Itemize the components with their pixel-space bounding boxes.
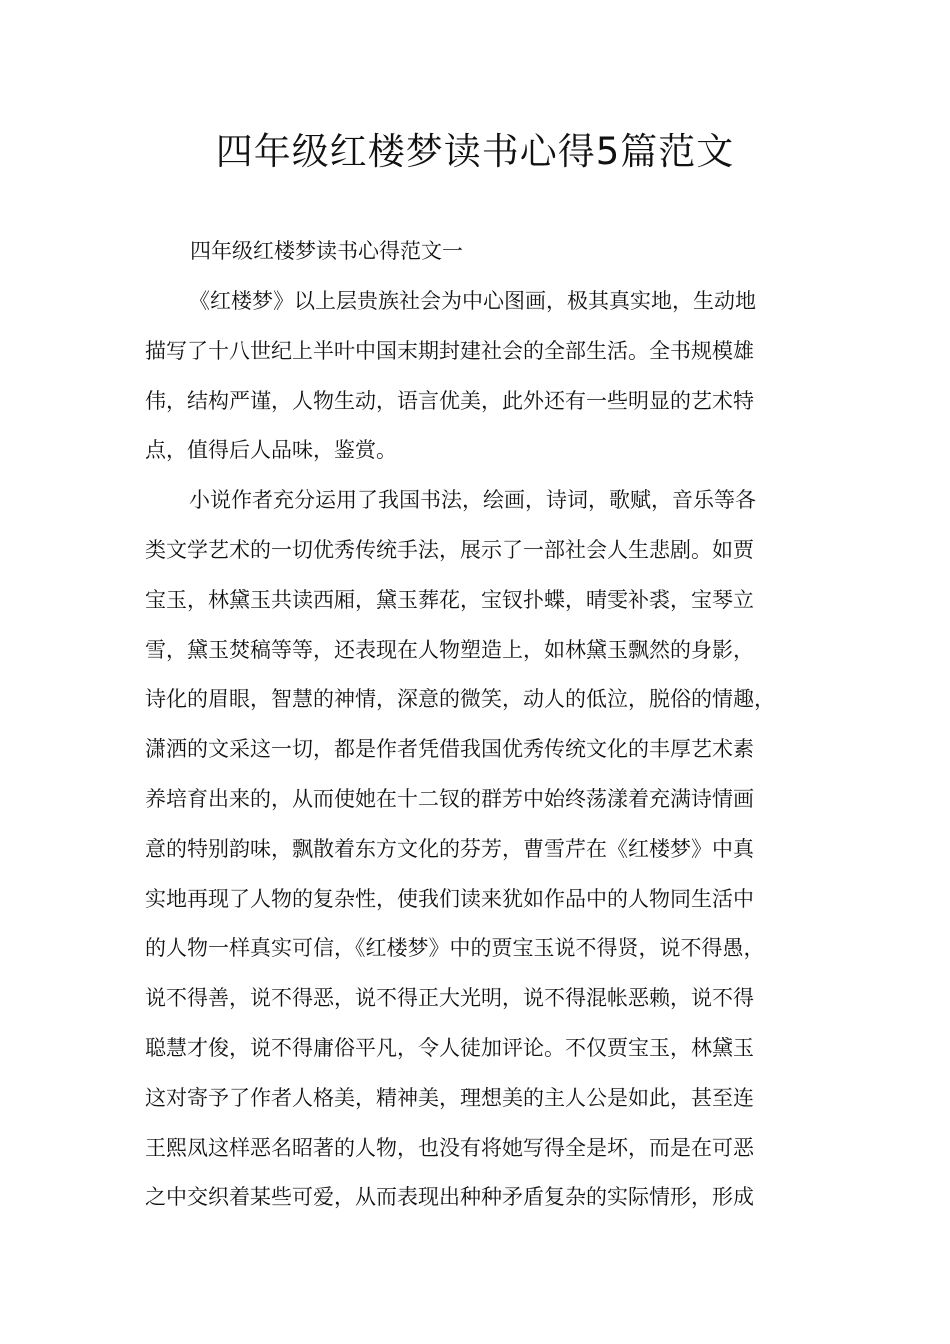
body-line: 类文学艺术的一切优秀传统手法，展示了一部社会人生悲剧。如贾: [145, 537, 754, 562]
body-line: 聪慧才俊，说不得庸俗平凡，令人徒加评论。不仅贾宝玉，林黛玉: [145, 1035, 754, 1060]
body-line: 伟，结构严谨，人物生动，语言优美，此外还有一些明显的艺术特: [145, 388, 754, 413]
body-line: 诗化的眉眼，智慧的神情，深意的微笑，动人的低泣，脱俗的情趣，: [145, 687, 775, 712]
body-line: 意的特别韵味，飘散着东方文化的芬芳，曹雪芹在《红楼梦》中真: [145, 836, 754, 861]
body-line: 之中交织着某些可爱，从而表现出种种矛盾复杂的实际情形，形成: [145, 1185, 754, 1210]
body-line: 雪，黛玉焚稿等等，还表现在人物塑造上，如林黛玉飘然的身影，: [145, 637, 754, 662]
document-body: [145, 283, 825, 1229]
body-line: 小说作者充分运用了我国书法，绘画，诗词，歌赋，音乐等各: [189, 488, 756, 513]
document-title: 四年级红楼梦读书心得5篇范文: [215, 130, 735, 173]
body-line: 的人物一样真实可信，《红楼梦》中的贾宝玉说不得贤，说不得愚，: [145, 936, 765, 961]
body-line: 说不得善，说不得恶，说不得正大光明，说不得混帐恶赖，说不得: [145, 986, 754, 1011]
body-line: 实地再现了人物的复杂性，使我们读来犹如作品中的人物同生活中: [145, 886, 754, 911]
body-line: 《红楼梦》以上层贵族社会为中心图画，极其真实地，生动地: [189, 289, 756, 313]
section-heading: 四年级红楼梦读书心得范文一: [190, 239, 463, 263]
body-line: 描写了十八世纪上半叶中国末期封建社会的全部生活。全书规模雄: [145, 338, 754, 363]
body-line: 这对寄予了作者人格美，精神美，理想美的主人公是如此，甚至连: [145, 1085, 754, 1110]
body-line: 养培育出来的，从而使她在十二钗的群芳中始终荡漾着充满诗情画: [145, 786, 754, 811]
body-line: 点，值得后人品味，鉴赏。: [145, 438, 397, 463]
body-line: 王熙凤这样恶名昭著的人物，也没有将她写得全是坏，而是在可恶: [145, 1135, 754, 1160]
body-line: 潇洒的文采这一切，都是作者凭借我国优秀传统文化的丰厚艺术素: [145, 737, 754, 762]
body-line: 宝玉，林黛玉共读西厢，黛玉葬花，宝钗扑蝶，晴雯补裘，宝琴立: [145, 587, 754, 612]
